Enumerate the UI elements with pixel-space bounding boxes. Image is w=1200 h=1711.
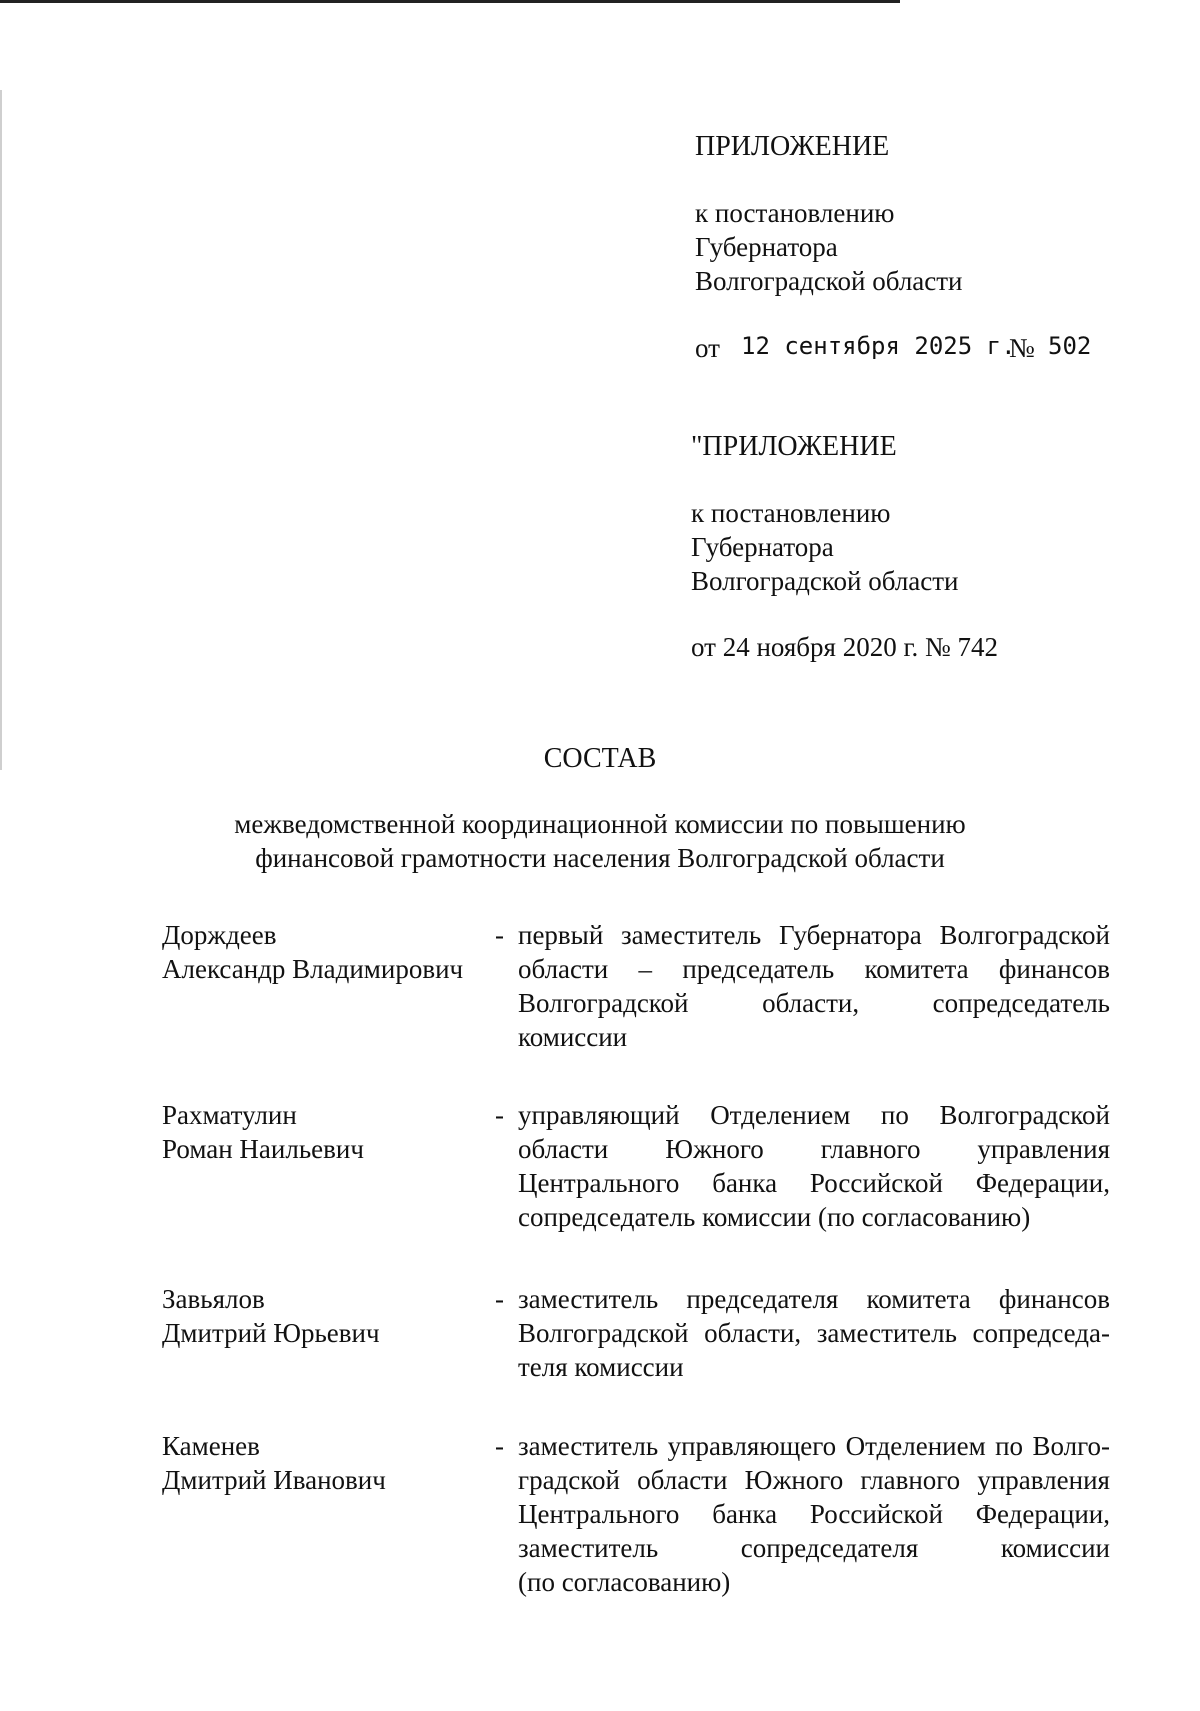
member-dash: - [495, 1284, 504, 1314]
member-surname: Каменев [162, 1431, 260, 1461]
composition-title: СОСТАВ [543, 743, 657, 774]
member-name [162, 1429, 386, 1497]
appendix-title: ПРИЛОЖЕНИЕ [695, 131, 890, 162]
role-line: Волгоградской области, заместитель сопредседа- [518, 1318, 1110, 1348]
member-dash: - [495, 1431, 504, 1461]
role-line: управляющий Отделением по Волгоградской [518, 1100, 1110, 1130]
member-role [518, 1282, 1110, 1384]
original-appendix-title: "ПРИЛОЖЕНИЕ [691, 431, 897, 462]
member-role [518, 918, 1110, 1054]
member-dash: - [495, 920, 504, 950]
role-line: сопредседатель комиссии (по согласованию) [518, 1202, 1031, 1232]
role-line: Волгоградской области, сопредседатель [518, 988, 1110, 1018]
appendix-line-1: к постановлению [695, 198, 895, 228]
member-given-names: Александр Владимирович [162, 954, 464, 984]
member-given-names: Дмитрий Юрьевич [162, 1318, 380, 1348]
member-role [518, 1429, 1110, 1599]
original-appendix-line-3: Волгоградской области [691, 566, 959, 596]
member-surname: Рахматулин [162, 1100, 297, 1130]
member-surname: Завьялов [162, 1284, 265, 1314]
role-line: первый заместитель Губернатора Волгоградской [518, 920, 1110, 950]
member-surname: Дорждеев [162, 920, 277, 950]
role-line: заместитель управляющего Отделением по Волго- [518, 1431, 1110, 1461]
role-line: (по согласованию) [518, 1567, 731, 1597]
role-line: комиссии [518, 1022, 628, 1052]
member-name [162, 1098, 364, 1166]
member-name [162, 918, 463, 986]
appendix-line-3: Волгоградской области [695, 266, 963, 296]
role-line: области Южного главного управления [518, 1134, 1110, 1164]
appendix-date: 12 сентября 2025 г. [741, 332, 1016, 360]
composition-subtitle-line-2: финансовой грамотности населения Волгоградской области [255, 843, 945, 873]
role-line: Центрального банка Российской Федерации, [518, 1499, 1110, 1529]
role-line: теля комиссии [518, 1352, 684, 1382]
appendix-number-label: № [1009, 333, 1035, 363]
member-dash: - [495, 1100, 504, 1130]
member-given-names: Дмитрий Иванович [162, 1465, 386, 1495]
member-name [162, 1282, 380, 1350]
role-line: области – председатель комитета финансов [518, 954, 1110, 984]
original-appendix-line-1: к постановлению [691, 498, 891, 528]
scan-edge-top [0, 0, 900, 3]
scan-edge-left [0, 90, 2, 770]
original-appendix-date-line: от 24 ноября 2020 г. № 742 [691, 632, 998, 662]
role-line: заместитель председателя комитета финансов [518, 1284, 1110, 1314]
role-line: Центрального банка Российской Федерации, [518, 1168, 1110, 1198]
original-appendix-line-2: Губернатора [691, 532, 834, 562]
member-given-names: Роман Наильевич [162, 1134, 364, 1164]
appendix-line-2: Губернатора [695, 232, 838, 262]
member-role [518, 1098, 1110, 1234]
role-line: градской области Южного главного управления [518, 1465, 1110, 1495]
role-line: заместитель сопредседателя комиссии [518, 1533, 1110, 1563]
appendix-from-label: от [695, 333, 720, 363]
appendix-number: 502 [1048, 332, 1092, 360]
composition-subtitle-line-1: межведомственной координационной комиссии по повышению [234, 809, 966, 839]
